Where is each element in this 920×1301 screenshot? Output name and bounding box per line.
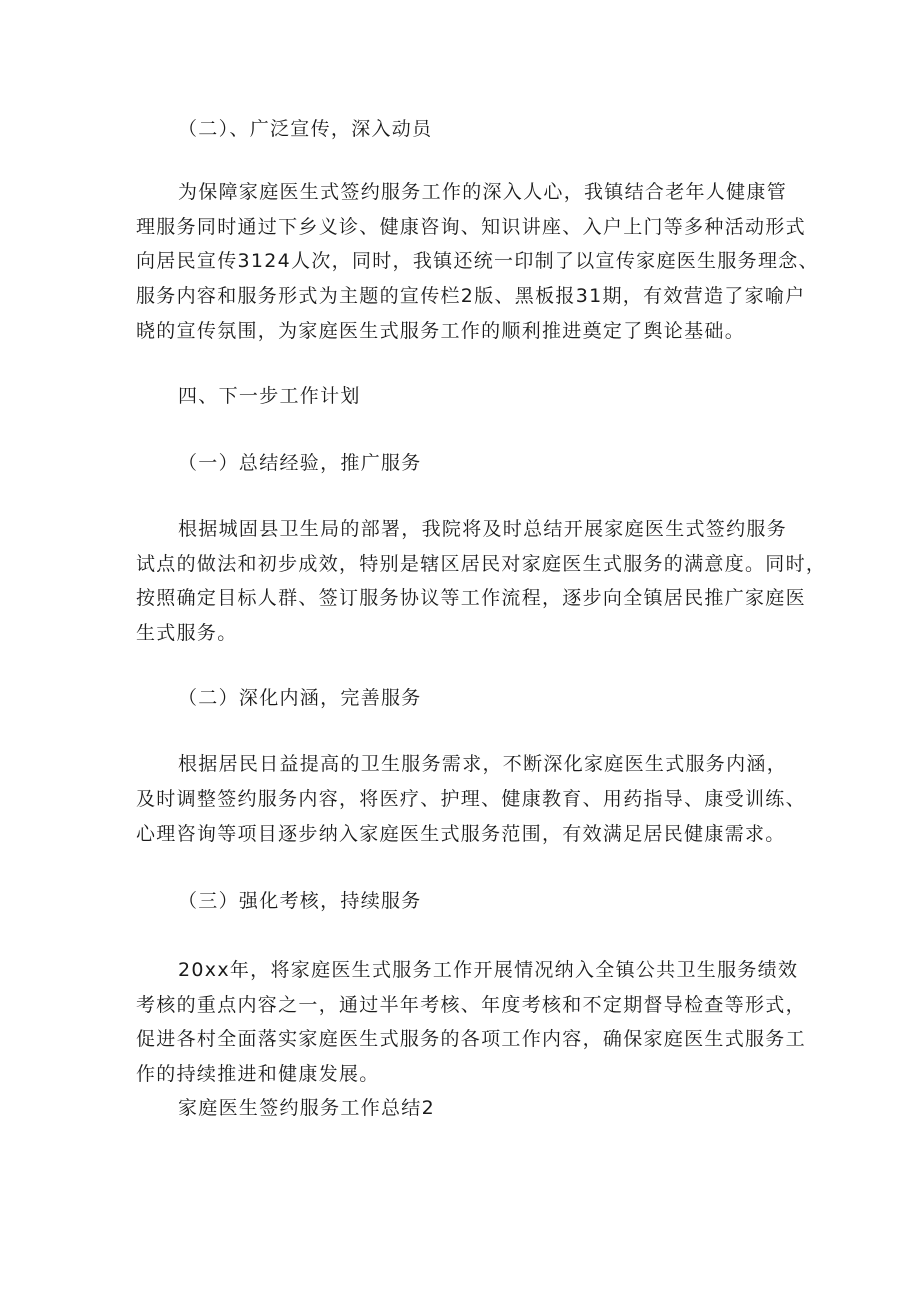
paragraph-line: 服务内容和服务形式为主题的宣传栏2版、黑板报31期，有效营造了家喻户	[136, 285, 806, 307]
paragraph-line: 作的持续推进和健康发展。	[136, 1063, 380, 1085]
paragraph-line: 考核的重点内容之一，通过半年考核、年度考核和不定期督导检查等形式，	[136, 994, 806, 1016]
paragraph-line: 为保障家庭医生式签约服务工作的深入人心，我镇结合老年人健康管	[178, 181, 788, 203]
paragraph-line: 促进各村全面落实家庭医生式服务的各项工作内容，确保家庭医生式服务工	[136, 1028, 806, 1050]
paragraph-line: 向居民宣传3124人次，同时，我镇还统一印制了以宣传家庭医生服务理念、	[136, 250, 819, 272]
paragraph-line: 晓的宣传氛围，为家庭医生式服务工作的顺利推进奠定了舆论基础。	[136, 320, 746, 342]
paragraph-line: 按照确定目标人群、签订服务协议等工作流程，逐步向全镇居民推广家庭医	[136, 587, 806, 609]
paragraph-line: 理服务同时通过下乡义诊、健康咨询、知识讲座、入户上门等多种活动形式	[136, 216, 806, 238]
paragraph-line: 20xx年，将家庭医生式服务工作开展情况纳入全镇公共卫生服务绩效	[178, 959, 799, 981]
paragraph-line: 心理咨询等项目逐步纳入家庭医生式服务范围，有效满足居民健康需求。	[136, 823, 786, 845]
section-heading: （二）、广泛宣传，深入动员	[178, 118, 433, 140]
paragraph-line: 根据居民日益提高的卫生服务需求，不断深化家庭医生式服务内涵，	[178, 753, 788, 775]
paragraph-line: 试点的做法和初步成效，特别是辖区居民对家庭医生式服务的满意度。同时，	[136, 553, 827, 575]
section-heading: （二）深化内涵，完善服务	[178, 687, 422, 709]
section-heading: （一）总结经验，推广服务	[178, 452, 422, 474]
section-heading: 四、下一步工作计划	[178, 385, 361, 407]
paragraph-line: 及时调整签约服务内容，将医疗、护理、健康教育、用药指导、康受训练、	[136, 788, 806, 810]
paragraph-line: 生式服务。	[136, 622, 238, 644]
section-heading: （三）强化考核，持续服务	[178, 890, 422, 912]
document-title: 家庭医生签约服务工作总结2	[178, 1097, 435, 1119]
paragraph-line: 根据城固县卫生局的部署，我院将及时总结开展家庭医生式签约服务	[178, 518, 788, 540]
